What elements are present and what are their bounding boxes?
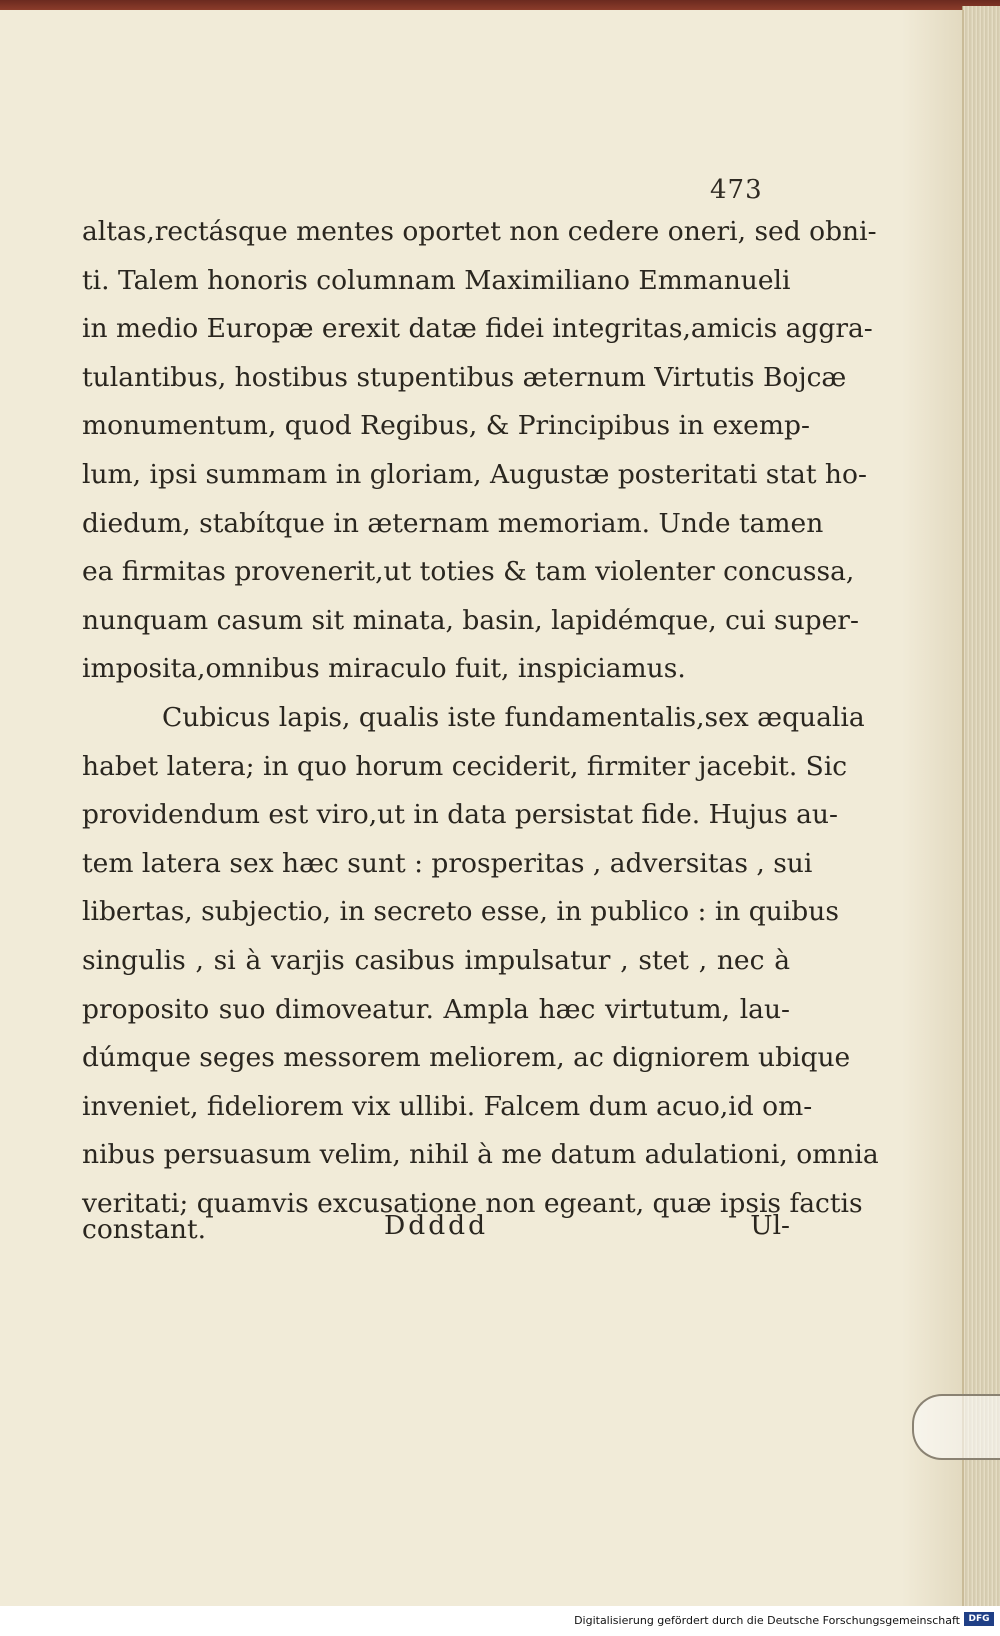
- page-stack-edges: [962, 6, 1000, 1610]
- text-line: diedum, stabítque in æternam memoriam. Unde tamen: [82, 507, 824, 539]
- text-line: libertas, subjectio, in secreto esse, in publico : in quibus: [82, 896, 839, 928]
- text-line: tem latera sex hæc sunt : prosperitas , adversitas , sui: [82, 847, 813, 879]
- body-text: [82, 208, 879, 1228]
- text-line: imposita,omnibus miraculo fuit, inspiciamus.: [82, 653, 686, 685]
- dfg-logo: DFG: [964, 1612, 994, 1626]
- final-word: constant.: [82, 1214, 207, 1245]
- text-line: habet latera; in quo horum ceciderit, firmiter jacebit. Sic: [82, 750, 848, 782]
- text-line: in medio Europæ erexit datæ fidei integritas,amicis aggra-: [82, 313, 873, 345]
- text-line: monumentum, quod Regibus, & Principibus in exemp-: [82, 410, 810, 442]
- text-line: lum, ipsi summam in gloriam, Augustæ posteritati stat ho-: [82, 458, 867, 490]
- text-line: nunquam casum sit minata, basin, lapidémque, cui super-: [82, 604, 859, 636]
- text-line: ti. Talem honoris columnam Maximiliano Emmanueli: [82, 264, 791, 296]
- text-line: Cubicus lapis, qualis iste fundamentalis,sex æqualia: [162, 701, 865, 733]
- page-footer: [82, 1206, 790, 1254]
- catchword: Ul-: [750, 1210, 790, 1241]
- text-line: tulantibus, hostibus stupentibus æternum Virtutis Bojcæ: [82, 361, 847, 393]
- text-line: proposito suo dimoveatur. Ampla hæc virtutum, lau-: [82, 993, 790, 1025]
- text-line: ea firmitas provenerit,ut toties & tam violenter concussa,: [82, 556, 855, 588]
- signature-mark: Ddddd: [384, 1210, 489, 1241]
- text-line: nibus persuasum velim, nihil à me datum adulationi, omnia: [82, 1139, 879, 1171]
- digitization-credit: Digitalisierung gefördert durch die Deutsche Forschungsgemeinschaft: [574, 1614, 960, 1627]
- text-line: inveniet, fideliorem vix ullibi. Falcem dum acuo,id om-: [82, 1090, 813, 1122]
- text-line: veritati; quamvis excusatione non egeant, quæ ipsis factis: [82, 1187, 863, 1219]
- page-tab-marker: [912, 1394, 1000, 1460]
- text-line: dúmque seges messorem meliorem, ac digniorem ubique: [82, 1042, 851, 1074]
- text-line: providendum est viro,ut in data persistat fide. Hujus au-: [82, 799, 838, 831]
- text-line: singulis , si à varjis casibus impulsatur , stet , nec à: [82, 944, 790, 976]
- page-gutter-shadow: [902, 10, 962, 1606]
- page-number: 473: [710, 175, 763, 205]
- text-line: altas,rectásque mentes oportet non cedere oneri, sed obni-: [82, 216, 877, 247]
